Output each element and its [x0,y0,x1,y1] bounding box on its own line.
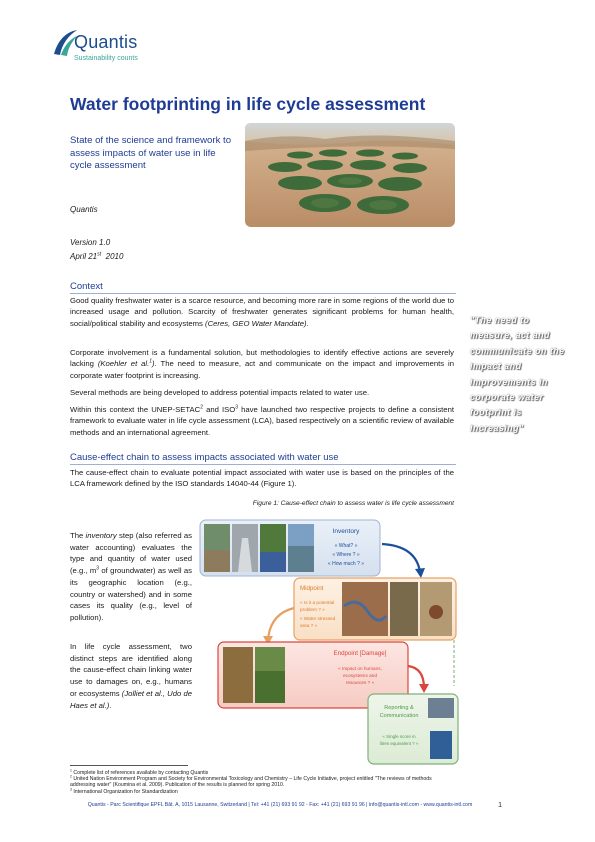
pull-quote: "The need to measure, act and communicate on the impact and improvements in corporate water footprint is increasing" [470,315,565,433]
logo-tagline: Sustainability counts [74,55,138,62]
author: Quantis [70,205,98,214]
figure-caption: Figure 1: Cause-effect chain to assess water is life cycle assessment [252,500,454,507]
reporting-box [368,694,458,764]
arrow-inventory-midpoint [382,544,420,572]
arrow-midpoint-endpoint [268,608,294,640]
context-heading: Context [70,281,456,294]
svg-text:ecosystems and: ecosystems and [343,673,377,678]
svg-text:Communication: Communication [379,713,419,719]
cause-effect-heading: Cause-effect chain to assess impacts associated with water use [70,452,456,465]
svg-text:« How much ? »: « How much ? » [327,561,365,567]
page-title: Water footprinting in life cycle assessment [70,94,426,114]
svg-text:« Is it a potential: « Is it a potential [300,600,335,605]
lca-steps-paragraph: In life cycle assessment, two distinct steps are identified along the cause-effect chain linking water use to damages on, e.g., humans or ecosystems (Jolliet et al., Udo de Haes et al.). [70,642,192,710]
cause-effect-paragraph: The cause-effect chain to evaluate potential impact associated with water use is based on the principles of the LCA framework defined by the ISO standards 14040-44 (Figure 1). [70,468,454,489]
svg-text:area ? »: area ? » [300,623,318,628]
irrigation-fields-photo [245,123,455,227]
midpoint-title: Midpoint [300,585,324,592]
inventory-box [200,520,380,576]
svg-text:« Where ? »: « Where ? » [332,552,360,558]
inventory-paragraph: The inventory step (also referred as water accounting) evaluates the type and quantity of water used (e.g., $m^3$ of groundwater) as well as its geographic location (e.g., country or watershed) and in some cases its quality (e.g., level of pollution). [70,531,192,622]
date: April 21st 2010 [70,251,124,261]
context-paragraph-4: Within this context the UNEP-SETAC$^2$ and ISO$^3$ have launched two respective projects to define a consistent framework to evaluate water in life cycle assessment (LCA), based respectively on a scientific review of available methods and an international agreement. [70,404,454,437]
context-paragraph-1: Good quality freshwater water is a scarce resource, and becoming more rare in some regions of the world due to increased usage and pollution. Scarcity of freshwater generates significant problems for human health, social/political stability and ecosystems (Ceres, GEO Water Mandate). [70,296,454,328]
version: Version 1.0 [70,238,111,247]
subtitle: State of the science and framework to assess impacts of water use in life cycle assessment [70,135,232,172]
logo-brand: Quantis [74,32,138,52]
cause-effect-diagram [198,516,460,768]
footnote-2: $^2$ United Nation Environment Program and Society for Environmental Toxicology and Chemistry – Life Cycle Initiative, project entitled "The reviews of methods addressing water" (Koumina et al. 2009). Publication of the results is planned for spring 2010. [70,774,432,789]
svg-text:« What? »: « What? » [334,543,358,549]
svg-text:« Single score in: « Single score in [382,734,416,739]
svg-text:litres equivalent ? »: litres equivalent ? » [379,741,419,746]
context-paragraph-2: Corporate involvement is a fundamental solution, but methodologies to identify effective actions are severely lacking (Koehler et al.$^1$). The need to measure, act and communicate on the impact and improvements in corporate water footprint is increasing. [70,348,454,380]
inventory-title: Inventory [332,528,360,535]
svg-text:problem ? »: problem ? » [300,607,325,612]
quantis-logo [52,22,152,68]
footnote-1: $^1$ Complete list of references available by contacting Quantis [70,768,209,776]
reporting-title: Reporting & [384,705,414,711]
page-footer: Quantis - Parc Scientifique EPFL Bât. A, 1015 Lausanne, Switzerland | Tel: +41 (21) 693 91 92 - Fax: +41 (21) 693 91 96 | info@quantis-intl.com - www.quantis-intl.com [87,802,473,808]
svg-text:« Water stressed: « Water stressed [300,616,336,621]
page-number: 1 [498,800,503,809]
svg-text:resources ? »: resources ? » [345,680,375,685]
svg-text:« Impact on humans,: « Impact on humans, [338,666,382,671]
footnote-3: $^3$ International Organization for Standardization [70,787,178,795]
context-paragraph-3: Several methods are being developed to address potential impacts related to water use. [70,388,370,397]
endpoint-title: Endpoint [Damage] [333,650,387,657]
midpoint-box [294,578,456,640]
footnote-rule [70,765,188,766]
